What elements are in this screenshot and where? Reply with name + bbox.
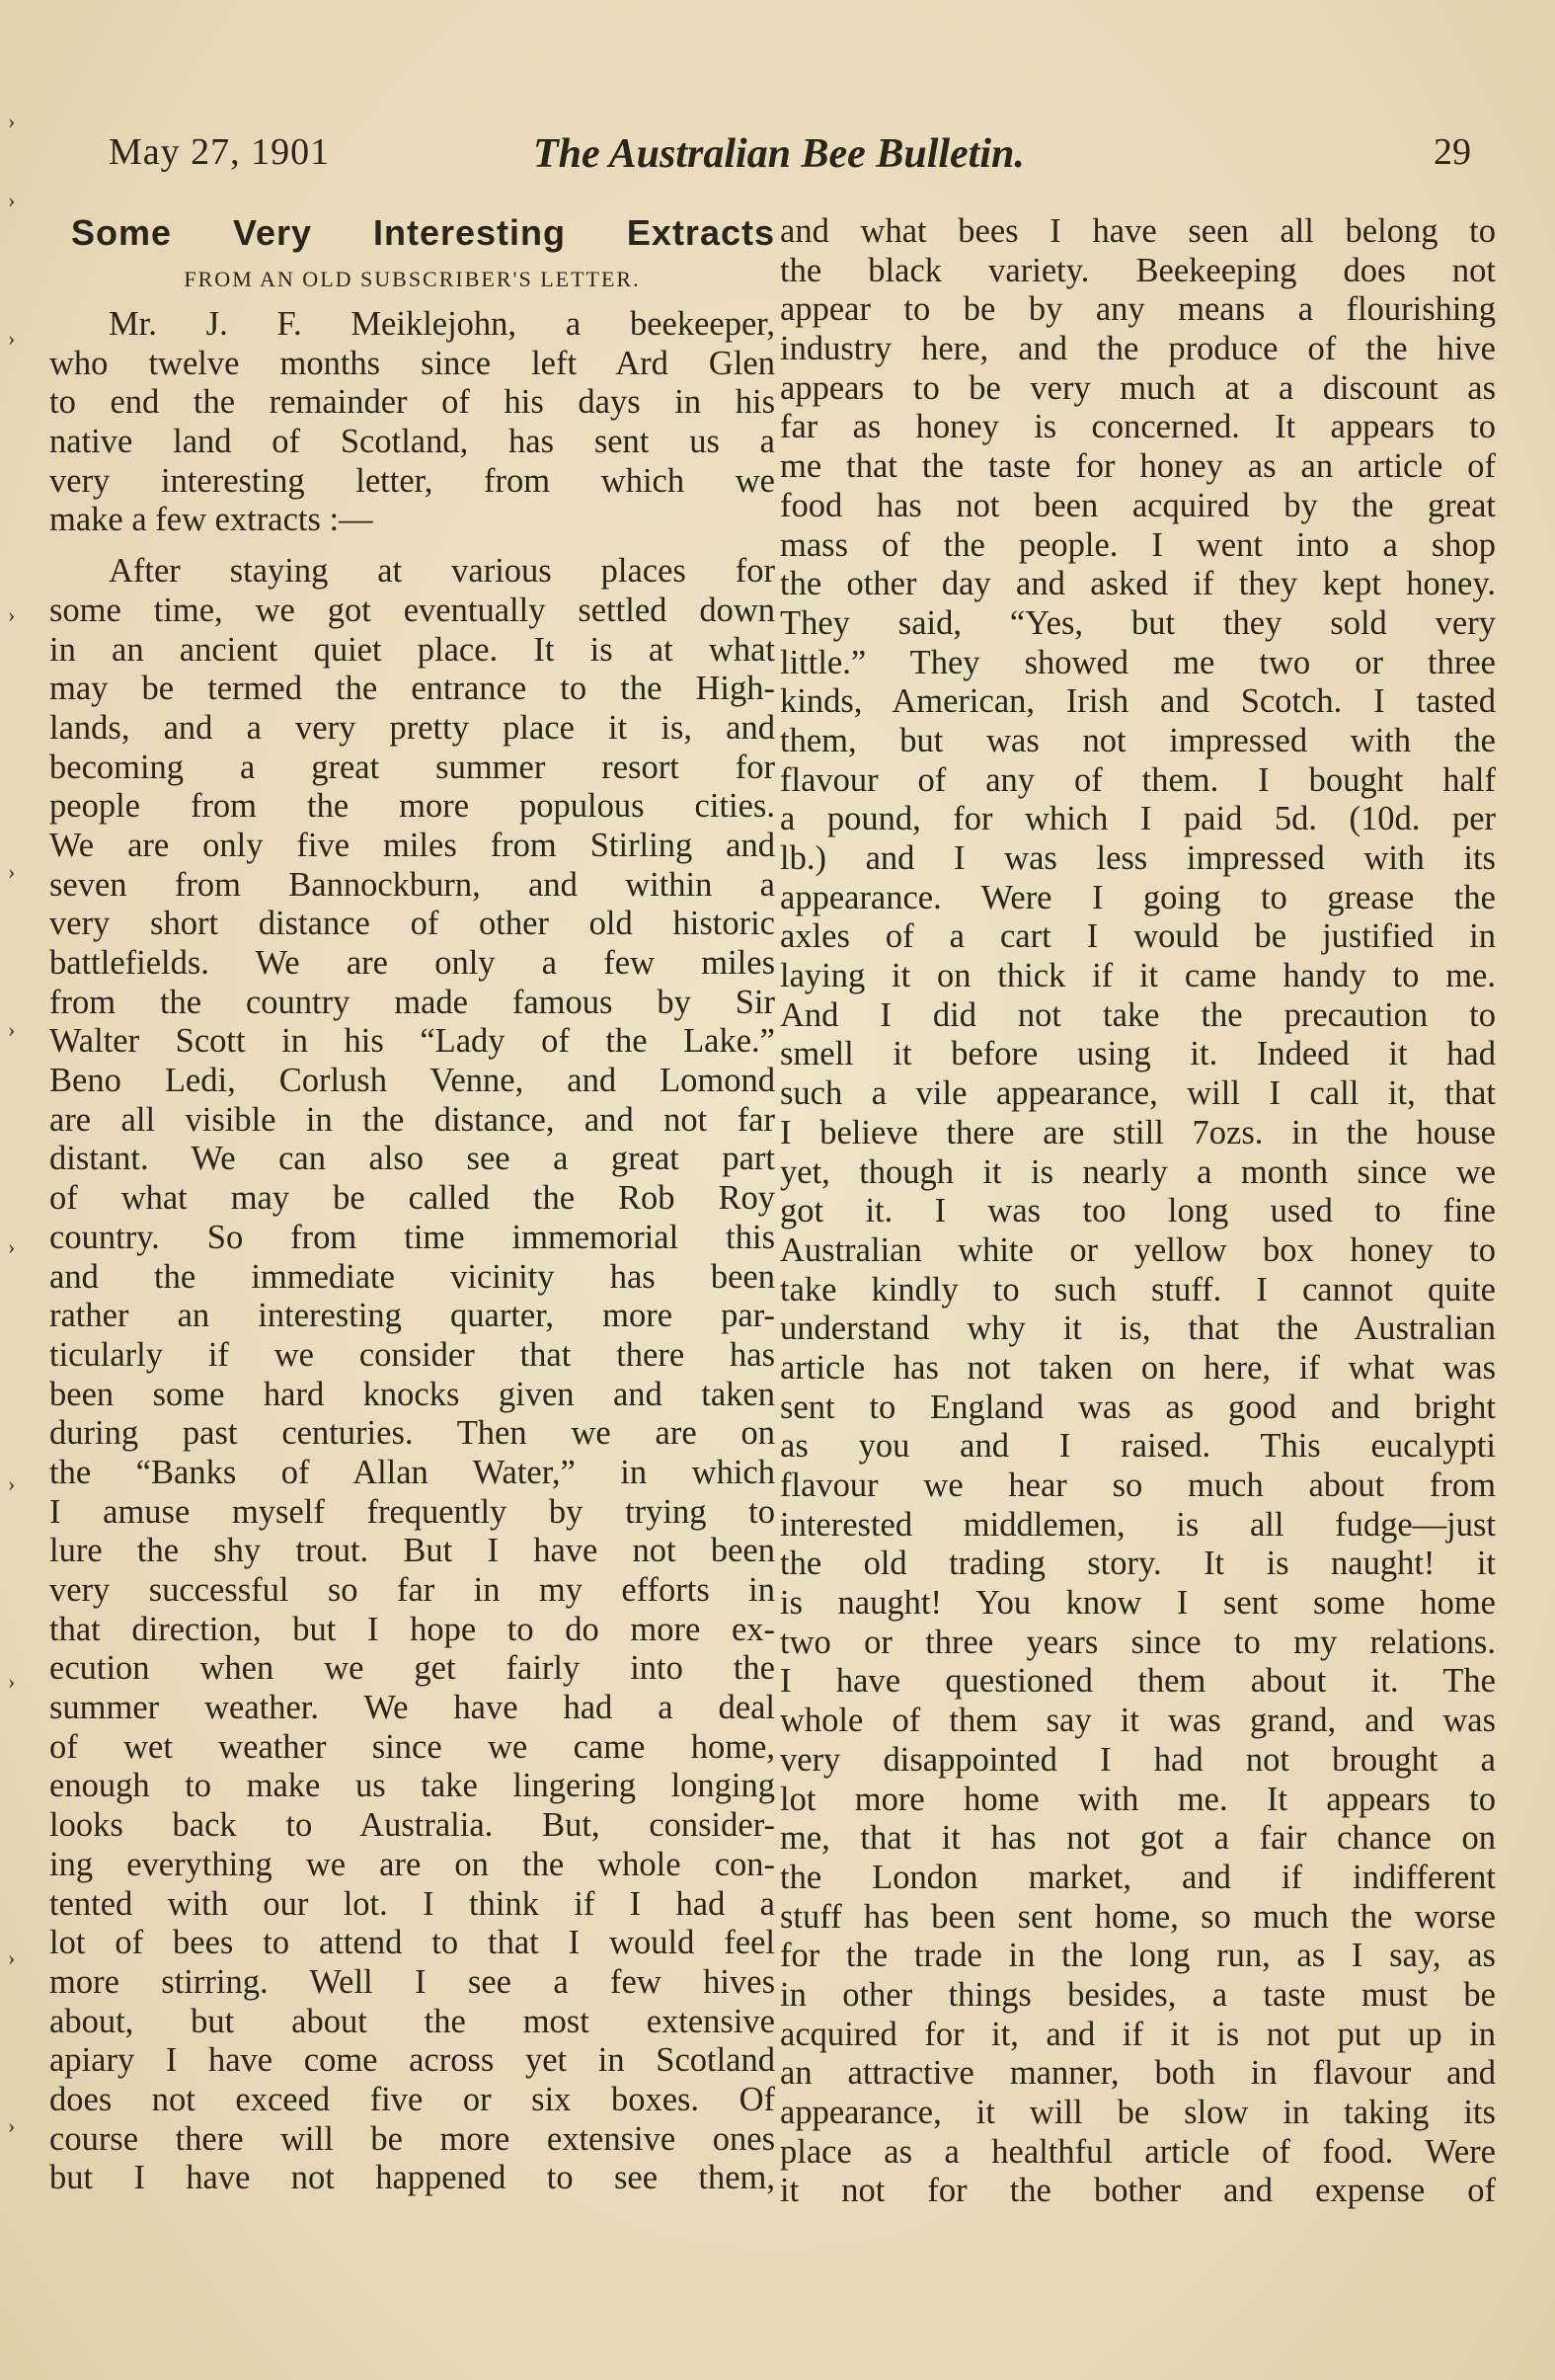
text-line: more stirring. Well I see a few hives (49, 1962, 775, 2001)
page-number: 29 (1434, 131, 1471, 173)
text-line: interested middlemen, is all fudge—just (780, 1505, 1496, 1544)
text-line: about, but about the most extensive (49, 2002, 775, 2040)
text-line: of what may be called the Rob Roy (49, 1179, 775, 1218)
text-line: two or three years since to my relations. (780, 1623, 1496, 1661)
margin-mark: › (8, 1471, 16, 1496)
margin-mark: › (8, 1017, 16, 1042)
margin-mark: › (8, 602, 16, 627)
text-line: flavour of any of them. I bought half (780, 760, 1496, 799)
text-line: I amuse myself frequently by trying to (49, 1492, 775, 1531)
margin-mark: › (8, 2113, 16, 2138)
text-line: appear to be by any means a flourishing (780, 290, 1496, 329)
text-line: I believe there are still 7ozs. in the house (780, 1113, 1496, 1151)
left-column (49, 212, 775, 2198)
text-line: the London market, and if indifferent (780, 1858, 1496, 1896)
text-line: in other things besides, a taste must be (780, 1975, 1496, 2014)
text-line: becoming a great summer resort for (49, 748, 775, 786)
text-line: tented with our lot. I think if I had a (49, 1884, 775, 1923)
text-line: very disappointed I had not brought a (780, 1740, 1496, 1779)
text-line: them, but was not impressed with the (780, 721, 1496, 759)
text-line: kinds, American, Irish and Scotch. I tasted (780, 682, 1496, 721)
margin-mark: › (8, 859, 16, 884)
text-line: an attractive manner, both in flavour and (780, 2054, 1496, 2093)
margin-mark: › (8, 1945, 16, 1970)
text-line: appearance, it will be slow in taking its (780, 2094, 1496, 2131)
text-line: appears to be very much at a discount as (780, 368, 1496, 407)
text-line: ticularly if we consider that there has (49, 1335, 775, 1374)
text-line: After staying at various places for (109, 552, 775, 591)
text-line: as you and I raised. This eucalypti (780, 1427, 1496, 1466)
text-line: looks back to Australia. But, consider- (49, 1806, 775, 1845)
text-line: lb.) and I was less impressed with its (780, 839, 1496, 877)
text-line: little.” They showed me two or three (780, 643, 1496, 681)
text-line: of wet weather since we came home, (49, 1727, 775, 1766)
right-column (780, 212, 1496, 2211)
text-line: Australian white or yellow box honey to (780, 1230, 1496, 1269)
text-line: We are only five miles from Stirling and (49, 826, 775, 864)
text-line: yet, though it is nearly a month since we (780, 1152, 1496, 1191)
text-line: the old trading story. It is naught! it (780, 1545, 1496, 1583)
text-line: lot more home with me. It appears to (780, 1780, 1496, 1818)
text-line: and the immediate vicinity has been (49, 1257, 775, 1296)
text-line: very interesting letter, from which we (49, 461, 775, 500)
text-line: appearance. Were I going to grease the (780, 878, 1496, 916)
text-line: laying it on thick if it came handy to me. (780, 957, 1496, 995)
text-line: the black variety. Beekeeping does not (780, 251, 1496, 289)
text-line: far as honey is concerned. It appears to (780, 408, 1496, 446)
text-line: been some hard knocks given and taken (49, 1375, 775, 1413)
text-line: ecution when we get fairly into the (49, 1649, 775, 1688)
text-line: seven from Bannockburn, and within a (49, 865, 775, 904)
text-line: stuff has been sent home, so much the worse (780, 1897, 1496, 1936)
text-line: people from the more populous cities. (49, 787, 775, 826)
article-subheading: FROM AN OLD SUBSCRIBER'S LETTER. (184, 267, 641, 291)
text-line: And I did not take the precaution to (780, 995, 1496, 1034)
text-line: They said, “Yes, but they sold very (780, 603, 1496, 642)
text-line: may be termed the entrance to the High- (49, 670, 775, 708)
text-line: apiary I have come across yet in Scotland (49, 2041, 775, 2080)
text-line: from the country made famous by Sir (49, 983, 775, 1021)
text-line: rather an interesting quarter, more par- (49, 1297, 775, 1335)
text-line: me, that it has not got a fair chance on (780, 1819, 1496, 1858)
text-line: for the trade in the long run, as I say, as (780, 1937, 1496, 1975)
text-line: such a vile appearance, will I call it, that (780, 1074, 1496, 1113)
text-line: very successful so far in my efforts in (49, 1571, 775, 1609)
text-line: industry here, and the produce of the hive (780, 330, 1496, 368)
margin-mark: › (8, 109, 16, 133)
text-line: article has not taken on here, if what was (780, 1348, 1496, 1387)
text-line: but I have not happened to see them, (49, 2159, 775, 2197)
paragraph-gap (49, 540, 775, 552)
text-line: is naught! You know I sent some home (780, 1584, 1496, 1623)
margin-mark: › (8, 1669, 16, 1694)
text-line: course there will be more extensive ones (49, 2119, 775, 2158)
text-line: to end the remainder of his days in his (49, 383, 775, 422)
issue-date: May 27, 1901 (109, 131, 331, 173)
left-column-text (49, 305, 775, 2198)
text-line: summer weather. We have had a deal (49, 1689, 775, 1727)
text-line: Mr. J. F. Meiklejohn, a beekeeper, (109, 305, 775, 343)
text-line: are all visible in the distance, and not far (49, 1100, 775, 1139)
text-line: that direction, but I hope to do more ex- (49, 1610, 775, 1648)
text-line: distant. We can also see a great part (49, 1140, 775, 1178)
text-line: a pound, for which I paid 5d. (10d. per (780, 800, 1496, 838)
binding-margin-marks (0, 89, 39, 2163)
text-line: and what bees I have seen all belong to (780, 212, 1496, 250)
text-line: axles of a cart I would be justified in (780, 917, 1496, 956)
margin-mark: › (8, 188, 16, 212)
text-line: smell it before using it. Indeed it had (780, 1035, 1496, 1073)
text-line: lure the shy trout. But I have not been (49, 1532, 775, 1570)
text-line: got it. I was too long used to fine (780, 1192, 1496, 1230)
article-heading: Some Very Interesting Extracts (71, 212, 775, 253)
text-line: in an ancient quiet place. It is at what (49, 630, 775, 669)
text-line: native land of Scotland, has sent us a (49, 423, 775, 461)
margin-mark: › (8, 326, 16, 351)
publication-title: The Australian Bee Bulletin. (533, 131, 1025, 177)
text-line: flavour we hear so much about from (780, 1467, 1496, 1504)
text-line: I have questioned them about it. The (780, 1662, 1496, 1701)
text-line: during past centuries. Then we are on (49, 1414, 775, 1453)
text-line: the other day and asked if they kept honey. (780, 565, 1496, 603)
text-line: Beno Ledi, Corlush Venne, and Lomond (49, 1062, 775, 1100)
text-line: very short distance of other old historic (49, 905, 775, 943)
text-line: Walter Scott in his “Lady of the Lake.” (49, 1022, 775, 1061)
right-column-text (780, 212, 1496, 2211)
text-line: some time, we got eventually settled down (49, 591, 775, 629)
text-line: sent to England was as good and bright (780, 1388, 1496, 1426)
text-line: enough to make us take lingering longing (49, 1767, 775, 1805)
text-line: acquired for it, and if it is not put up in (780, 2015, 1496, 2053)
text-line: make a few extracts :— (49, 501, 373, 539)
text-line: food has not been acquired by the great (780, 486, 1496, 524)
text-line: lot of bees to attend to that I would feel (49, 1924, 775, 1962)
margin-mark: › (8, 1234, 16, 1259)
text-line: take kindly to such stuff. I cannot quite (780, 1270, 1496, 1309)
text-line: place as a healthful article of food. Were (780, 2132, 1496, 2171)
text-line: lands, and a very pretty place it is, and (49, 708, 775, 747)
text-line: it not for the bother and expense of (780, 2172, 1496, 2210)
page-header (109, 130, 1471, 190)
text-line: mass of the people. I went into a shop (780, 525, 1496, 564)
text-line: battlefields. We are only a few miles (49, 944, 775, 982)
text-line: country. So from time immemorial this (49, 1218, 775, 1256)
text-line: whole of them say it was grand, and was (780, 1702, 1496, 1740)
text-line: the “Banks of Allan Water,” in which (49, 1453, 775, 1491)
text-line: who twelve months since left Ard Glen (49, 344, 775, 382)
text-line: does not exceed five or six boxes. Of (49, 2080, 775, 2118)
text-line: ing everything we are on the whole con- (49, 1845, 775, 1883)
text-line: me that the taste for honey as an article of (780, 447, 1496, 486)
text-line: understand why it is, that the Australian (780, 1309, 1496, 1348)
